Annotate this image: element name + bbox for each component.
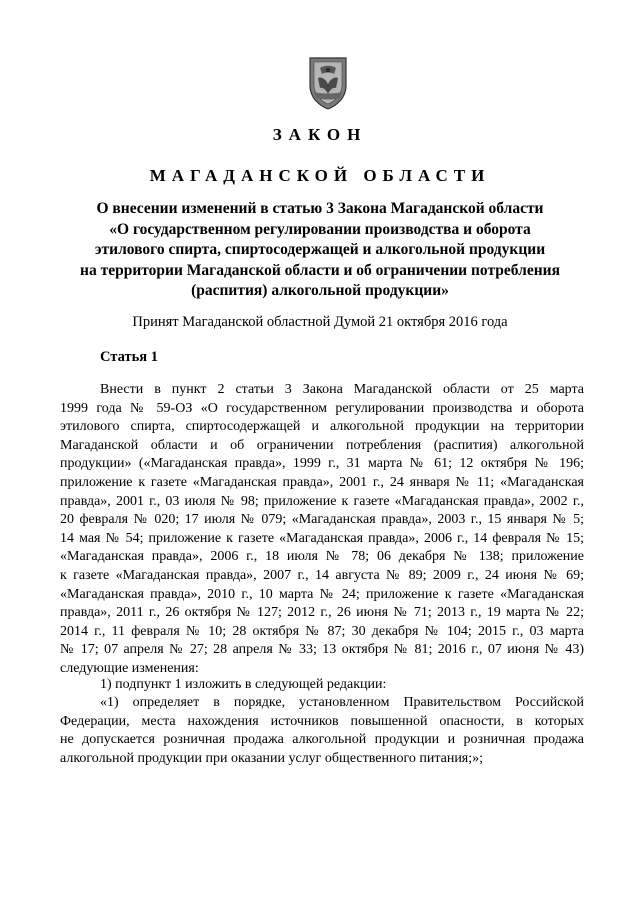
- subject-line: «О государственном регулировании производства и оборота: [109, 220, 531, 238]
- paragraph-line: «Магаданская правда», 2010 г., 10 марта № 24; приложение к газете «Магаданская: [60, 586, 584, 602]
- adoption-note: Принят Магаданской областной Думой 21 октября 2016 года: [132, 314, 508, 330]
- paragraph-line: к газете «Магаданская правда», 2007 г., 14 августа № 89; 2009 г., 24 июня № 69;: [60, 567, 584, 583]
- paragraph-line: 2014 г., 11 февраля № 10; 28 октября № 87; 30 декабря № 104; 2015 г., 03 марта: [60, 623, 584, 639]
- paragraph-line: «Магаданская правда», 2006 г., 18 июля № 78; 06 декабря № 138; приложение: [60, 549, 584, 565]
- paragraph-line: Федерации, места нахождения источников повышенной опасности, в которых: [60, 713, 584, 729]
- paragraph-line: алкогольной продукции при оказании услуг общественного питания;»;: [60, 750, 484, 766]
- paragraph-line: правда», 2011 г., 26 октября № 127; 2012 г., 26 июня № 71; 2013 г., 19 марта № 22;: [60, 605, 584, 621]
- paragraph-line: 1999 года № 59-ОЗ «О государственном регулировании производства и оборота: [60, 400, 584, 416]
- subject-line: О внесении изменений в статью 3 Закона Магаданской области: [96, 200, 544, 217]
- paragraph-line: правда», 2001 г., 03 июля № 98; приложение к газете «Магаданская правда», 2002 г.,: [60, 493, 584, 509]
- item-1-paragraph: [60, 676, 584, 695]
- subject-line: этилового спирта, спиртосодержащей и алкогольной продукции: [94, 241, 546, 258]
- paragraph-line: 1) подпункт 1 изложить в следующей редакции:: [100, 677, 387, 692]
- law-title: ЗАКОН: [272, 125, 368, 144]
- article-heading: Статья 1: [100, 349, 158, 365]
- paragraph-line: 20 февраля № 020; 17 июля № 079; «Магаданская правда», 2003 г., 15 января № 5;: [60, 512, 584, 528]
- paragraph-line: этилового спирта, спиртосодержащей и алкогольной продукции на территории: [60, 419, 584, 435]
- paragraph-line: следующие изменения:: [60, 660, 199, 676]
- subject-line: (распития) алкогольной продукции»: [191, 282, 449, 299]
- coat-of-arms-emblem: [306, 54, 350, 110]
- paragraph-line: «1) определяет в порядке, установленном Правительством Российской: [100, 695, 584, 710]
- paragraph-line: Магаданской области и об ограничении потребления (распития) алкогольной: [60, 437, 584, 453]
- article-main-paragraph: [60, 381, 584, 679]
- paragraph-line: не допускается розничная продажа алкогольной продукции и розничная продажа: [60, 732, 584, 748]
- paragraph-line: приложение к газете «Магаданская правда», 2001 г., 24 января № 11; «Магаданская: [60, 474, 584, 490]
- region-title: МАГАДАНСКОЙ ОБЛАСТИ: [149, 166, 491, 185]
- law-subject-title: [60, 199, 580, 302]
- paragraph-line: продукции» («Магаданская правда», 1999 г., 31 марта № 61; 12 октября № 196;: [60, 456, 584, 472]
- paragraph-line: 14 мая № 54; приложение к газете «Магаданская правда», 2006 г., 14 февраля № 15;: [60, 530, 584, 546]
- subject-line: на территории Магаданской области и об ограничении потребления: [80, 261, 560, 279]
- paragraph-line: Внести в пункт 2 статьи 3 Закона Магаданской области от 25 марта: [100, 382, 584, 397]
- paragraph-line: № 17; 07 апреля № 27; 28 апреля № 33; 13 октября № 81; 2016 г., 07 июня № 43): [60, 642, 584, 658]
- item-1-new-text-paragraph: [60, 694, 584, 768]
